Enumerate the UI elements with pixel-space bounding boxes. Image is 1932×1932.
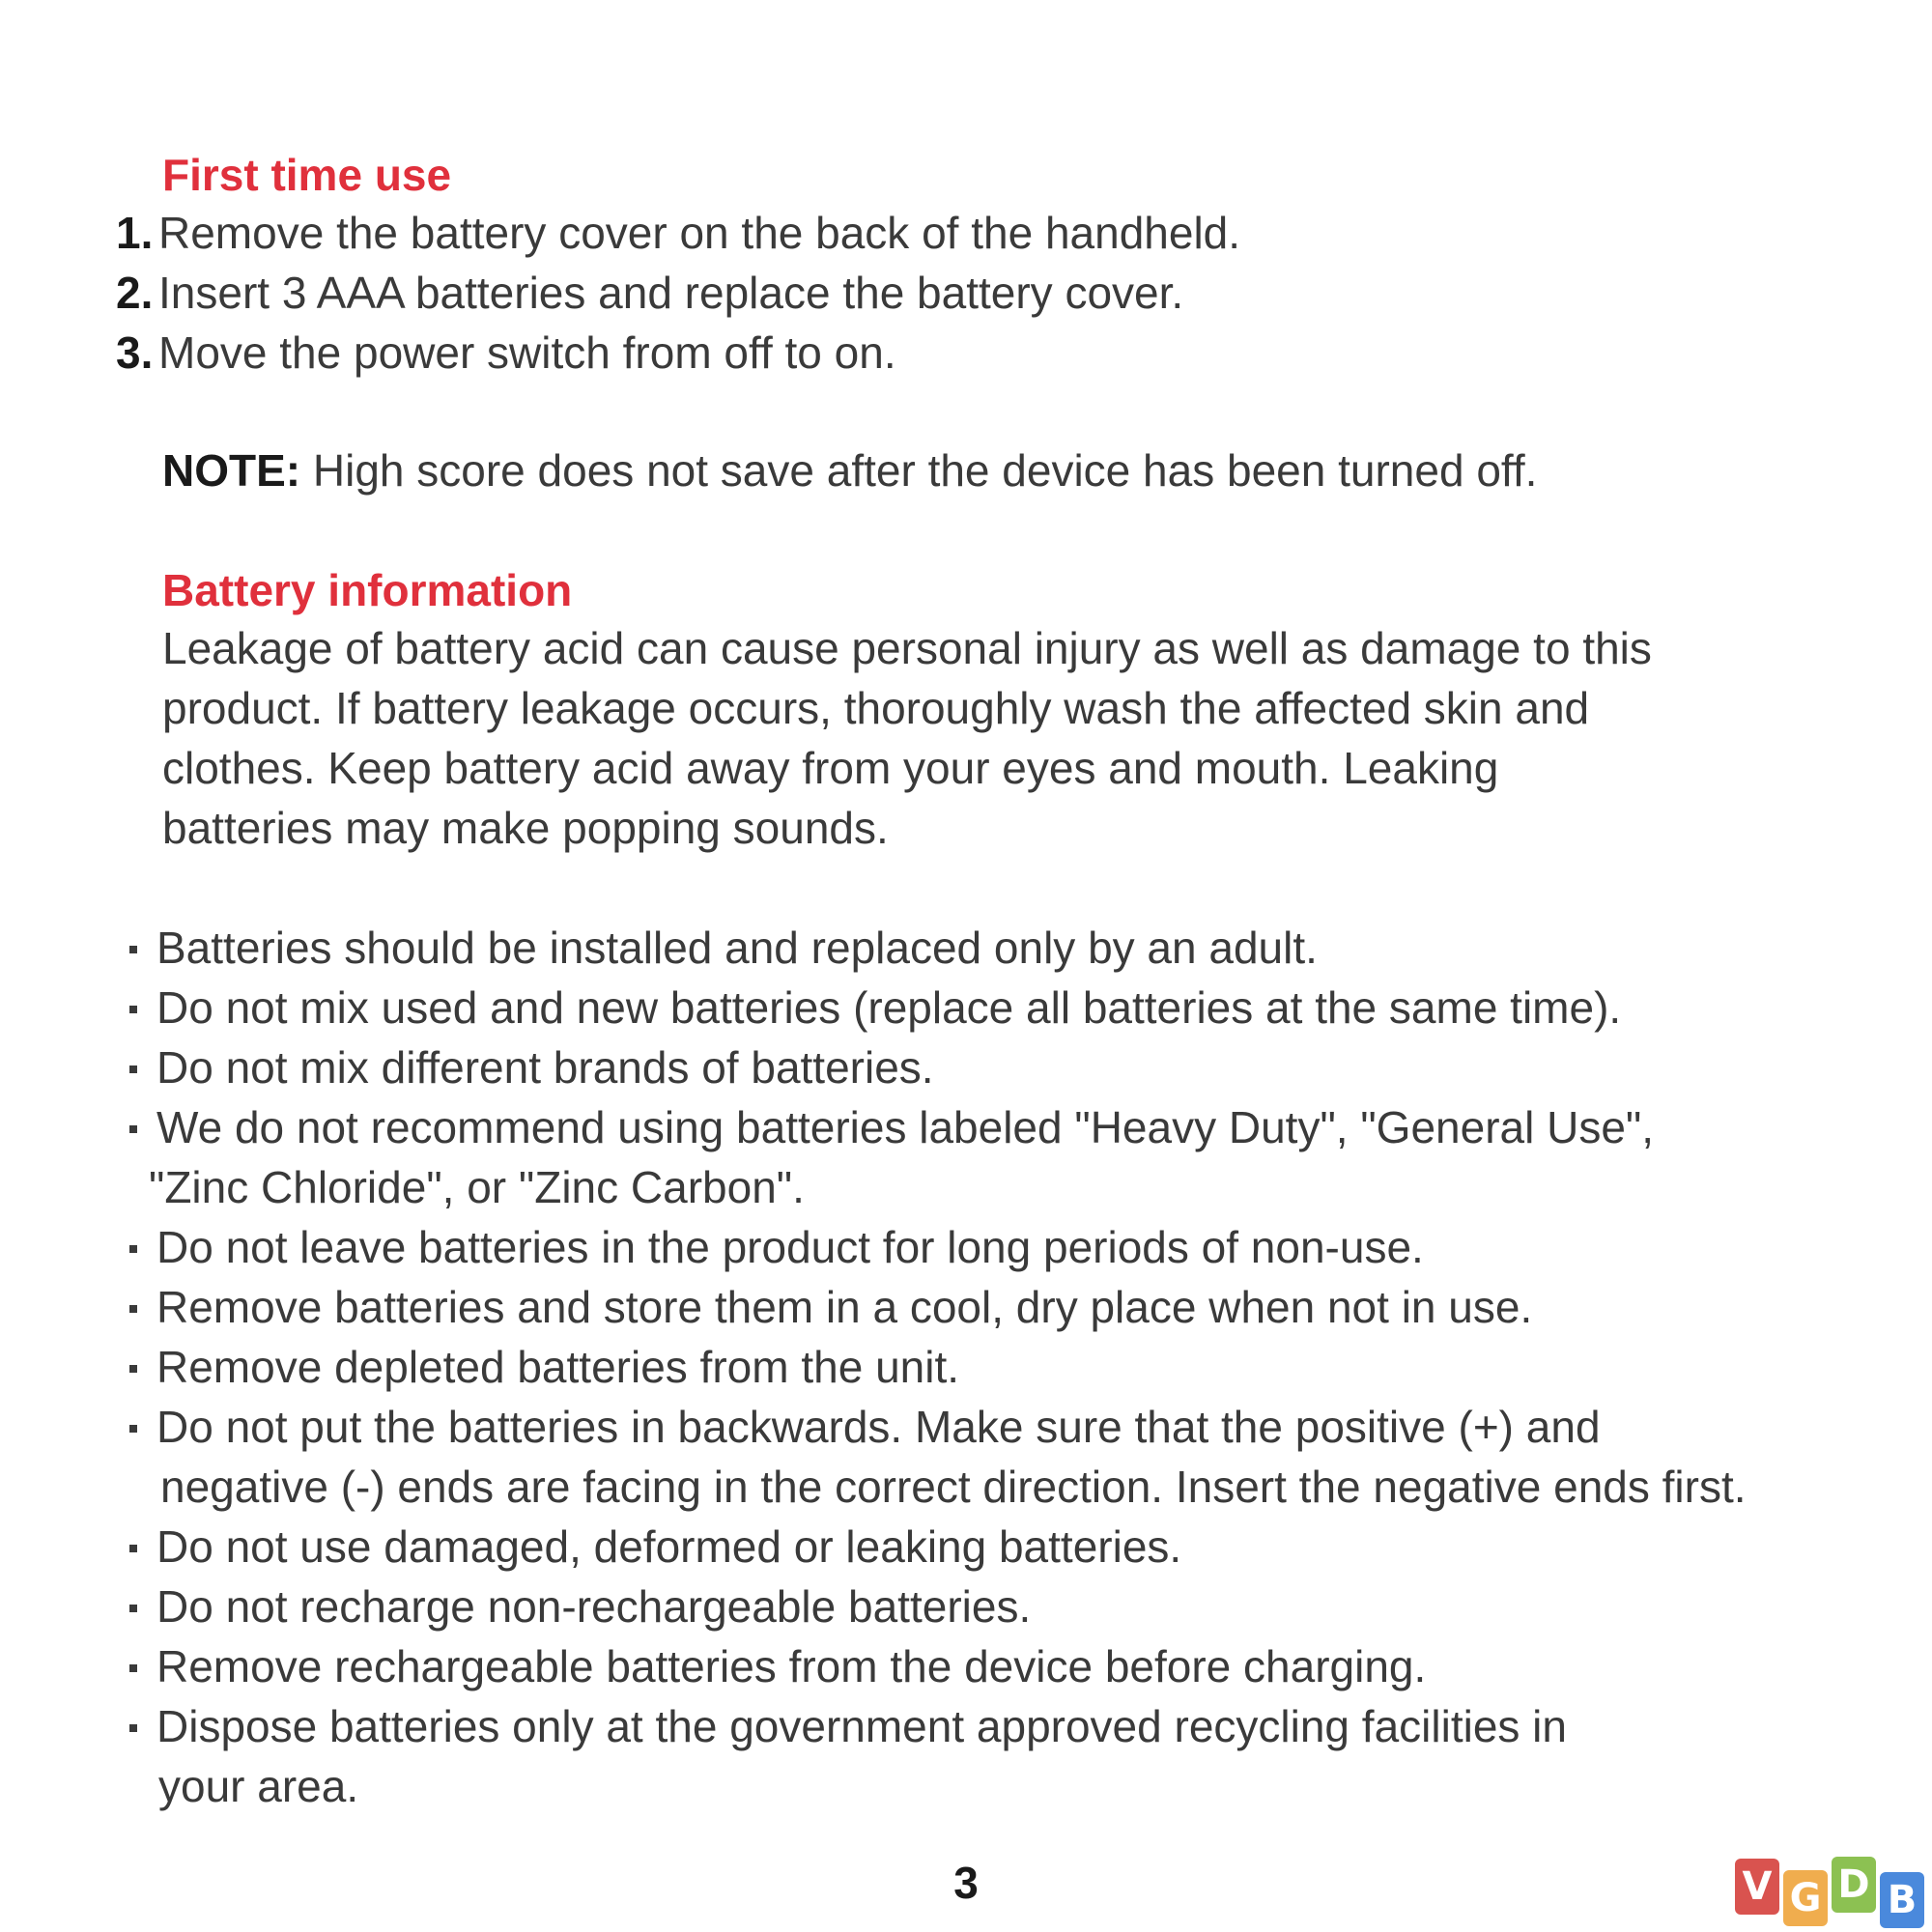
bullet-text: Do not put the batteries in backwards. Make sure that the positive (+) and [156,1402,1601,1452]
vgdb-logo [1735,1851,1932,1932]
bullet-icon [129,1006,137,1013]
note [162,445,1538,496]
bullet-icon [129,1125,137,1133]
bullet-text: Dispose batteries only at the government approved recycling facilities in [156,1701,1567,1751]
step-text: Move the power switch from off to on. [158,327,896,378]
note-label: NOTE: [162,445,301,496]
battery-paragraph-line: Leakage of battery acid can cause personal injury as well as damage to this [162,623,1652,673]
battery-paragraph-line: batteries may make popping sounds. [162,803,889,853]
bullet-icon [129,1065,137,1073]
step-2 [116,268,1184,318]
bullet-text: Do not recharge non-rechargeable batteries. [156,1581,1032,1632]
logo-tile-g: G [1783,1870,1828,1926]
note-text: High score does not save after the device has been turned off. [312,445,1538,496]
page-number: 3 [953,1858,979,1908]
bullet-text: Remove rechargeable batteries from the device before charging. [156,1641,1427,1691]
bullet-item [129,1042,934,1093]
bullet-icon [129,1305,137,1313]
step-text: Remove the battery cover on the back of the handheld. [158,208,1241,258]
bullet-item [129,1581,1032,1632]
bullet-text: We do not recommend using batteries labeled "Heavy Duty", "General Use", [156,1102,1655,1152]
battery-info-heading: Battery information [162,565,573,615]
bullet-icon [129,1245,137,1253]
step-number: 3. [116,327,154,378]
bullet-item [129,1641,1427,1691]
bullet-icon [129,1664,137,1672]
bullet-item [129,982,1622,1033]
bullet-continuation: "Zinc Chloride", or "Zinc Carbon". [149,1162,805,1212]
bullet-icon [129,1365,137,1373]
bullet-text: Do not use damaged, deformed or leaking batteries. [156,1521,1182,1572]
bullet-icon [129,946,137,953]
bullet-text: Batteries should be installed and replaced only by an adult. [156,923,1318,973]
bullet-continuation: negative (-) ends are facing in the correct direction. Insert the negative ends first. [160,1462,1747,1512]
bullet-icon [129,1605,137,1612]
bullet-icon [129,1724,137,1732]
bullet-icon [129,1425,137,1433]
bullet-text: Remove depleted batteries from the unit. [156,1342,960,1392]
bullet-item [129,1222,1424,1272]
step-text: Insert 3 AAA batteries and replace the battery cover. [158,268,1184,318]
first-use-heading: First time use [162,150,452,200]
bullet-text: Do not leave batteries in the product for long periods of non-use. [156,1222,1424,1272]
bullet-text: Do not mix different brands of batteries. [156,1042,934,1093]
logo-tile-d: D [1832,1857,1876,1913]
step-1 [116,208,1241,258]
bullet-item [129,1102,1655,1152]
bullet-text: Do not mix used and new batteries (replace all batteries at the same time). [156,982,1622,1033]
logo-tile-v: V [1735,1859,1779,1915]
bullet-item [129,1701,1567,1751]
bullet-item [129,923,1318,973]
bullet-icon [129,1545,137,1552]
bullet-item [129,1342,960,1392]
step-3 [116,327,896,378]
battery-paragraph-line: product. If battery leakage occurs, thoroughly wash the affected skin and [162,683,1590,733]
bullet-item [129,1521,1182,1572]
logo-tile-b: B [1880,1872,1924,1928]
bullet-text: Remove batteries and store them in a cool, dry place when not in use. [156,1282,1533,1332]
bullet-item [129,1402,1601,1452]
bullet-continuation: your area. [158,1761,359,1811]
step-number: 1. [116,208,154,258]
battery-paragraph-line: clothes. Keep battery acid away from your eyes and mouth. Leaking [162,743,1499,793]
step-number: 2. [116,268,154,318]
bullet-item [129,1282,1533,1332]
